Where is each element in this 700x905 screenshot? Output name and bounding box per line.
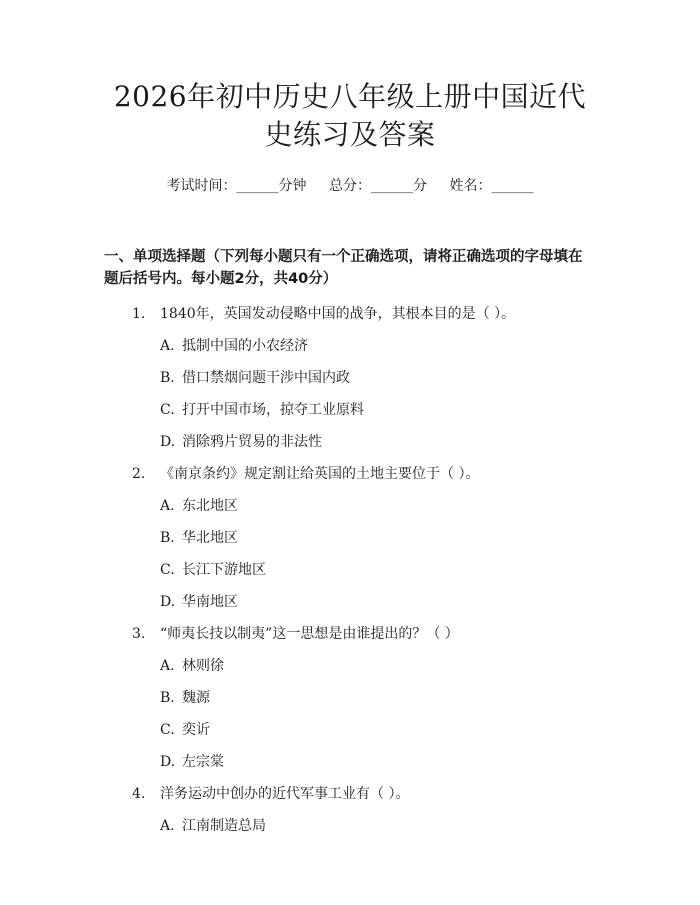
option-text: 林则徐 [182, 658, 224, 674]
option-letter: A. [160, 658, 175, 674]
option-2b [160, 528, 596, 560]
option-3b [160, 688, 596, 720]
option-text: 魏源 [182, 690, 210, 706]
question-text: “师夷长技以制夷”这一思想是由谁提出的？（ ） [160, 626, 459, 642]
student-name-field: 姓名：______ [449, 178, 534, 194]
option-letter: B. [160, 370, 175, 386]
exam-info [104, 176, 596, 196]
option-letter: C. [160, 722, 175, 738]
question-text: 1840年，英国发动侵略中国的战争，其根本目的是（ ）。 [160, 306, 516, 322]
option-1b [160, 368, 596, 400]
question-number: 1. [132, 306, 146, 322]
option-letter: C. [160, 562, 175, 578]
option-letter: D. [160, 434, 176, 450]
option-2d [160, 592, 596, 624]
question-number: 4. [132, 786, 146, 802]
option-letter: D. [160, 754, 176, 770]
option-text: 江南制造总局 [182, 818, 266, 834]
option-letter: B. [160, 530, 175, 546]
option-1a [160, 336, 596, 368]
question-3 [132, 624, 596, 656]
page-title: 2026年初中历史八年级上册中国近代史练习及答案 [113, 80, 587, 151]
option-text: 消除鸦片贸易的非法性 [182, 434, 322, 450]
option-text: 东北地区 [182, 498, 238, 514]
question-2 [132, 464, 596, 496]
option-text: 借口禁烟问题干涉中国内政 [182, 370, 350, 386]
option-text: 华北地区 [182, 530, 238, 546]
option-letter: A. [160, 498, 175, 514]
question-1 [132, 304, 596, 336]
option-letter: A. [160, 818, 175, 834]
question-text: 洋务运动中创办的近代军事工业有（ ）。 [160, 786, 410, 802]
option-3d [160, 752, 596, 784]
option-text: 长江下游地区 [182, 562, 266, 578]
option-text: 抵制中国的小农经济 [182, 338, 308, 354]
option-text: 华南地区 [182, 594, 238, 610]
option-letter: C. [160, 402, 175, 418]
total-score-field: 总分：______分 [329, 178, 427, 194]
exam-time-field: 考试时间：______分钟 [166, 178, 307, 194]
section-heading: 一、单项选择题（下列每小题只有一个正确选项，请将正确选项的字母填在题后括号内。每小题2分，共40分） [104, 249, 583, 287]
option-text: 打开中国市场，掠夺工业原料 [182, 402, 364, 418]
option-text: 左宗棠 [182, 754, 224, 770]
question-number: 3. [132, 626, 146, 642]
option-1d [160, 432, 596, 464]
question-4 [132, 784, 596, 816]
option-3c [160, 720, 596, 752]
question-number: 2. [132, 466, 146, 482]
option-2c [160, 560, 596, 592]
option-letter: A. [160, 338, 175, 354]
option-letter: D. [160, 594, 176, 610]
option-text: 奕䜣 [182, 722, 210, 738]
question-text: 《南京条约》规定割让给英国的土地主要位于（ ）。 [160, 466, 480, 482]
option-3a [160, 656, 596, 688]
option-2a [160, 496, 596, 528]
question-list [104, 304, 596, 848]
option-letter: B. [160, 690, 175, 706]
option-4a [160, 816, 596, 848]
option-1c [160, 400, 596, 432]
